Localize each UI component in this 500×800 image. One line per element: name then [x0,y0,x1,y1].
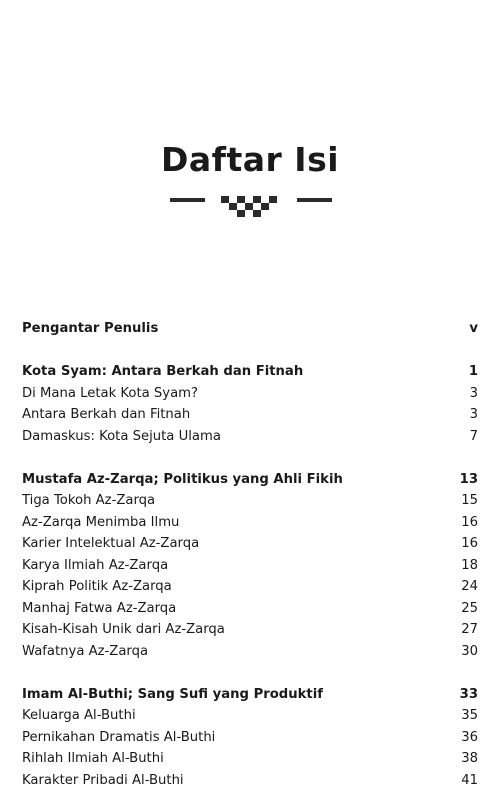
toc-entry-row [22,490,478,512]
checkered-divider-icon [170,194,332,220]
toc-page-number: 27 [461,622,478,637]
toc-entry-row [22,619,478,641]
toc-page-number: v [469,321,478,336]
toc-entry-row [22,404,478,426]
page-title: Daftar Isi [160,140,340,179]
toc-page-number: 24 [461,579,478,594]
toc-page-number: 1 [468,364,478,379]
toc-page-number: 35 [461,708,478,723]
table-of-contents [22,318,478,791]
toc-page-number: 3 [469,385,478,401]
toc-entry-title: Antara Berkah dan Fitnah [22,407,191,422]
toc-entry-row [22,727,478,749]
toc-entry-title: Az-Zarqa Menimba Ilmu [22,514,180,530]
toc-entry-title: Damaskus: Kota Sejuta Ulama [22,428,221,444]
toc-page-number: 15 [461,493,478,508]
toc-page-number: 33 [459,686,478,702]
toc-entry-title: Rihlah Ilmiah Al-Buthi [22,751,164,766]
toc-entry-title: Karya Ilmiah Az-Zarqa [22,557,169,573]
toc-entry-row [22,512,478,534]
toc-entry-row [22,641,478,663]
toc-page-number: 18 [461,557,478,573]
toc-page-number: 16 [461,514,478,530]
toc-entry-title: Wafatnya Az-Zarqa [22,643,149,659]
toc-page-number: 16 [461,536,478,551]
toc-entry-row [22,705,478,727]
toc-entry-row [22,598,478,620]
toc-entry-row [22,576,478,598]
toc-page-number: 41 [461,772,478,788]
toc-entry-title: Manhaj Fatwa Az-Zarqa [22,600,177,616]
toc-chapter-title: Kota Syam: Antara Berkah dan Fitnah [22,364,304,379]
toc-entry-title: Tiga Tokoh Az-Zarqa [22,493,156,508]
toc-entry-title: Di Mana Letak Kota Syam? [22,385,199,401]
toc-chapter-row [22,684,478,706]
toc-chapter-title: Pengantar Penulis [22,321,159,336]
toc-entry-row [22,555,478,577]
toc-entry-row [22,533,478,555]
toc-section-gap [22,447,478,469]
toc-entry-row [22,426,478,448]
toc-entry-title: Karier Intelektual Az-Zarqa [22,536,200,551]
toc-page-number: 25 [461,600,478,616]
toc-page-number: 36 [461,729,478,745]
toc-section-gap [22,340,478,362]
toc-chapter-row [22,469,478,491]
toc-entry-title: Karakter Pribadi Al-Buthi [22,772,184,788]
toc-page-number: 30 [461,643,478,659]
toc-entry-row [22,770,478,792]
toc-entry-title: Pernikahan Dramatis Al-Buthi [22,729,216,745]
toc-chapter-title: Mustafa Az-Zarqa; Politikus yang Ahli Fikih [22,471,343,487]
toc-entry-title: Kiprah Politik Az-Zarqa [22,579,172,594]
toc-entry-title: Keluarga Al-Buthi [22,708,136,723]
toc-page-number: 3 [469,407,478,422]
toc-section-gap [22,662,478,684]
toc-chapter-row [22,318,478,340]
toc-entry-row [22,383,478,405]
toc-entry-row [22,748,478,770]
toc-chapter-title: Imam Al-Buthi; Sang Sufi yang Produktif [22,686,323,702]
toc-page-number: 7 [469,428,478,444]
toc-page-number: 13 [459,471,478,487]
toc-chapter-row [22,361,478,383]
toc-entry-title: Kisah-Kisah Unik dari Az-Zarqa [22,622,225,637]
toc-page-number: 38 [461,751,478,766]
